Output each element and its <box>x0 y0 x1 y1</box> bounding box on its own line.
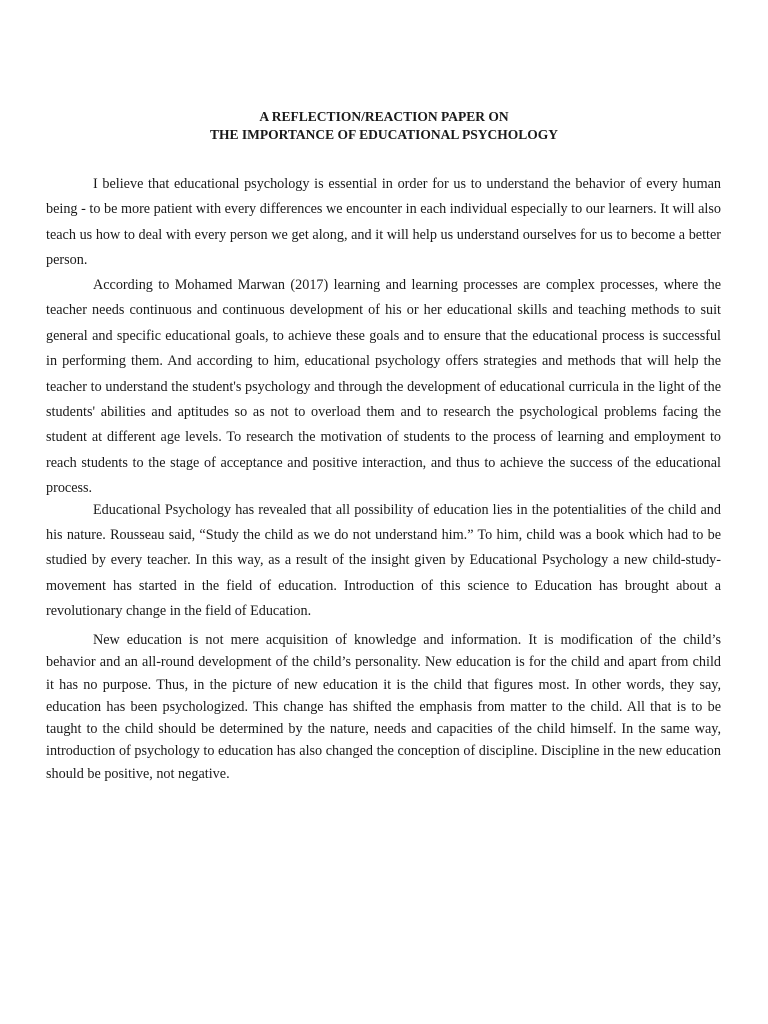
paragraph-4: New education is not mere acquisition of knowledge and information. It is modification of the child’s behavior and an all-round development of the child’s personality. New education is for the child and apart from child it has no purpose. Thus, in the picture of new education it is the child that figures most. In other words, they say, education has been psychologized. This change has shifted the emphasis from matter to the child. All that is to be taught to the child should be determined by the nature, needs and capacities of the child himself. In the same way, introduction of psychology to education has also changed the conception of discipline. Discipline in the new education should be positive, not negative. <box>46 632 721 782</box>
paragraph-1: I believe that educational psychology is essential in order for us to understand the behavior of every human being - to be more patient with every differences we encounter in each individual especially to our learners. It will also teach us how to deal with every person we get along, and it will help us understand ourselves for us to become a better person. <box>46 176 721 268</box>
paragraph-2: According to Mohamed Marwan (2017) learning and learning processes are complex processes, where the teacher needs continuous and continuous development of his or her educational skills and teaching methods to suit general and specific educational goals, to achieve these goals and to ensure that the educational process is successful in performing them. And according to him, educational psychology offers strategies and methods that will help the teacher to understand the student's psychology and through the development of educational curricula in the light of the students' abilities and aptitudes so as not to overload them and to research the psychological problems facing the student at different age levels. To research the motivation of students to the process of learning and employment to reach students to the stage of acceptance and positive interaction, and thus to achieve the success of the educational process. <box>46 277 721 497</box>
document-title-line-2: THE IMPORTANCE OF EDUCATIONAL PSYCHOLOGY <box>209 127 559 142</box>
paragraph-3: Educational Psychology has revealed that all possibility of education lies in the potentialities of the child and his nature. Rousseau said, “Study the child as we do not understand him.” To him, child was a book which had to be studied by every teacher. In this way, as a result of the insight given by Educational Psychology a new child-study- movement has started in the field of education. Introduction of this science to Education has brought about a revolutionary change in the field of Education. <box>46 502 721 619</box>
document-title-line-1: A REFLECTION/REACTION PAPER ON <box>259 109 509 124</box>
